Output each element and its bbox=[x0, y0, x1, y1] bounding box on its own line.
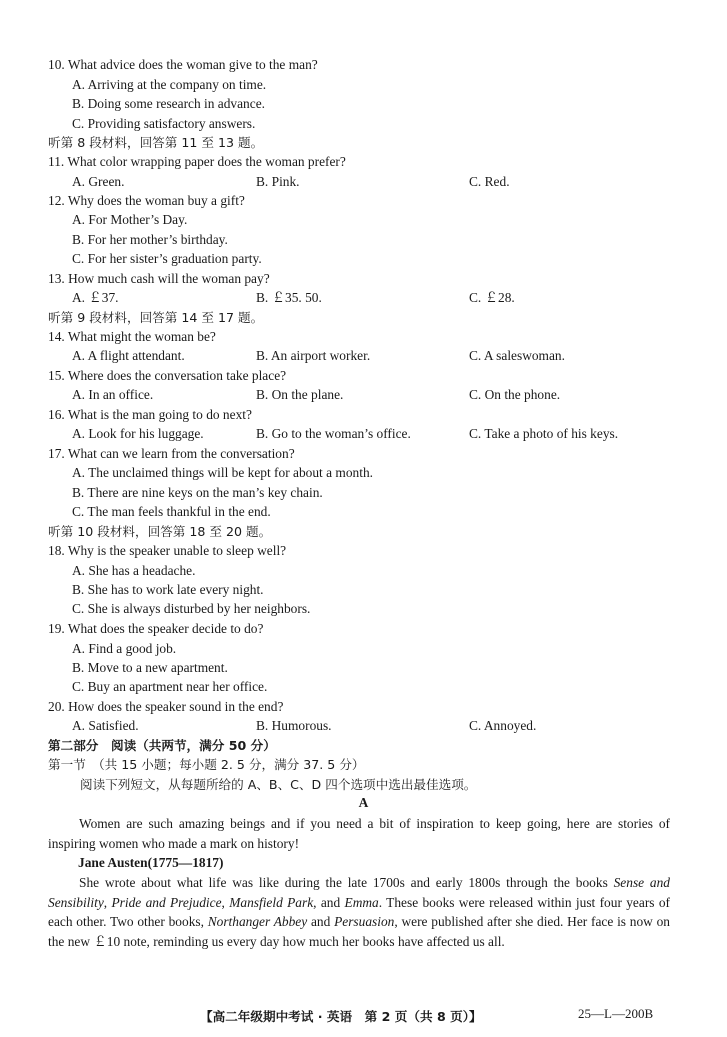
question-19: 19. What does the speaker decide to do? bbox=[48, 621, 264, 636]
section-9-instruction: 听第 9 段材料，回答第 14 至 17 题。 bbox=[48, 310, 264, 325]
para-text-2: . These books were released within just four years of each other. Two other books, bbox=[48, 894, 670, 929]
reading-instruction: 阅读下列短文，从每题所给的 A、B、C、D 四个选项中选出最佳选项。 bbox=[80, 777, 477, 792]
book-northanger-abbey: Northanger Abbey bbox=[207, 914, 308, 929]
q13-option-a: A. ￡37. bbox=[72, 290, 119, 305]
q11-option-c: C. Red. bbox=[469, 174, 510, 189]
sep-2: , bbox=[221, 894, 230, 910]
sep-5: and bbox=[307, 914, 335, 929]
question-14: 14. What might the woman be? bbox=[48, 329, 216, 344]
intro-text: Women are such amazing beings and if you need a bit of inspiration to keep going, here are stories of inspiring women who made a mark on history! bbox=[48, 816, 670, 851]
q14-option-b: B. An airport worker. bbox=[256, 348, 371, 363]
q19-option-a: A. Find a good job. bbox=[72, 641, 177, 656]
q16-option-a: A. Look for his luggage. bbox=[72, 426, 204, 441]
q17-option-a: A. The unclaimed things will be kept for about a month. bbox=[72, 465, 373, 480]
q20-option-b: B. Humorous. bbox=[256, 718, 332, 733]
q12-option-a: A. For Mother’s Day. bbox=[72, 212, 188, 227]
jane-austen-paragraph bbox=[48, 873, 670, 951]
intro-paragraph bbox=[48, 814, 670, 853]
q19-option-c: C. Buy an apartment near her office. bbox=[72, 679, 268, 694]
q15-option-b: B. On the plane. bbox=[256, 387, 344, 402]
question-18: 18. Why is the speaker unable to sleep well? bbox=[48, 543, 287, 558]
q17-option-b: B. There are nine keys on the man’s key chain. bbox=[72, 485, 323, 500]
book-mansfield-park: Mansfield Park bbox=[229, 894, 314, 910]
sep-3: , and bbox=[313, 894, 345, 910]
para-text-3: , were published after she died. Her face is now on the new ￡10 note, reminding us every day how much her books have affected us all. bbox=[48, 914, 670, 949]
q18-option-b: B. She has to work late every night. bbox=[72, 582, 264, 597]
book-emma: Emma bbox=[344, 894, 379, 910]
q11-option-b: B. Pink. bbox=[256, 174, 300, 189]
passage-label: A bbox=[358, 795, 369, 810]
part2-section1: 第一节 （共 15 小题；每小题 2. 5 分，满分 37. 5 分） bbox=[48, 757, 365, 772]
q14-option-a: A. A flight attendant. bbox=[72, 348, 185, 363]
q16-option-b: B. Go to the woman’s office. bbox=[256, 426, 411, 441]
question-20: 20. How does the speaker sound in the end? bbox=[48, 699, 284, 714]
question-13: 13. How much cash will the woman pay? bbox=[48, 271, 270, 286]
question-16: 16. What is the man going to do next? bbox=[48, 407, 252, 422]
footer-page-info: 【高二年级期中考试 · 英语 第 2 页（共 8 页）】 bbox=[200, 1009, 482, 1024]
question-15: 15. Where does the conversation take place? bbox=[48, 368, 287, 383]
para-text-1: She wrote about what life was like during the late 1700s and early 1800s through the books bbox=[79, 875, 614, 890]
sep-1: , bbox=[103, 894, 112, 910]
section-10-instruction: 听第 10 段材料，回答第 18 至 20 题。 bbox=[48, 524, 272, 539]
question-17: 17. What can we learn from the conversation? bbox=[48, 446, 295, 461]
q15-option-c: C. On the phone. bbox=[469, 387, 561, 402]
jane-austen-heading: Jane Austen(1775—1817) bbox=[78, 855, 224, 870]
q18-option-c: C. She is always disturbed by her neighbors. bbox=[72, 601, 311, 616]
q17-option-c: C. The man feels thankful in the end. bbox=[72, 504, 271, 519]
q18-option-a: A. She has a headache. bbox=[72, 563, 196, 578]
q10-option-a: A. Arriving at the company on time. bbox=[72, 77, 267, 92]
section-8-instruction: 听第 8 段材料，回答第 11 至 13 题。 bbox=[48, 135, 264, 150]
part2-title: 第二部分 阅读（共两节，满分 50 分） bbox=[48, 738, 276, 753]
q10-option-c: C. Providing satisfactory answers. bbox=[72, 116, 256, 131]
book-pride-and-prejudice: Pride and Prejudice bbox=[111, 894, 222, 910]
book-sense-and-sensibility: Sense and Sensibility bbox=[48, 875, 670, 910]
question-10: 10. What advice does the woman give to the man? bbox=[48, 57, 318, 72]
question-12: 12. Why does the woman buy a gift? bbox=[48, 193, 245, 208]
q16-option-c: C. Take a photo of his keys. bbox=[469, 426, 619, 441]
q20-option-a: A. Satisfied. bbox=[72, 718, 139, 733]
q15-option-a: A. In an office. bbox=[72, 387, 154, 402]
q20-option-c: C. Annoyed. bbox=[469, 718, 537, 733]
q13-option-c: C. ￡28. bbox=[469, 290, 515, 305]
q12-option-c: C. For her sister’s graduation party. bbox=[72, 251, 262, 266]
q14-option-c: C. A saleswoman. bbox=[469, 348, 565, 363]
book-persuasion: Persuasion bbox=[334, 914, 395, 929]
q11-option-a: A. Green. bbox=[72, 174, 125, 189]
q13-option-b: B. ￡35. 50. bbox=[256, 290, 322, 305]
question-11: 11. What color wrapping paper does the woman prefer? bbox=[48, 154, 346, 169]
q19-option-b: B. Move to a new apartment. bbox=[72, 660, 228, 675]
q12-option-b: B. For her mother’s birthday. bbox=[72, 232, 228, 247]
footer-code: 25—L—200B bbox=[578, 1006, 654, 1021]
q10-option-b: B. Doing some research in advance. bbox=[72, 96, 265, 111]
